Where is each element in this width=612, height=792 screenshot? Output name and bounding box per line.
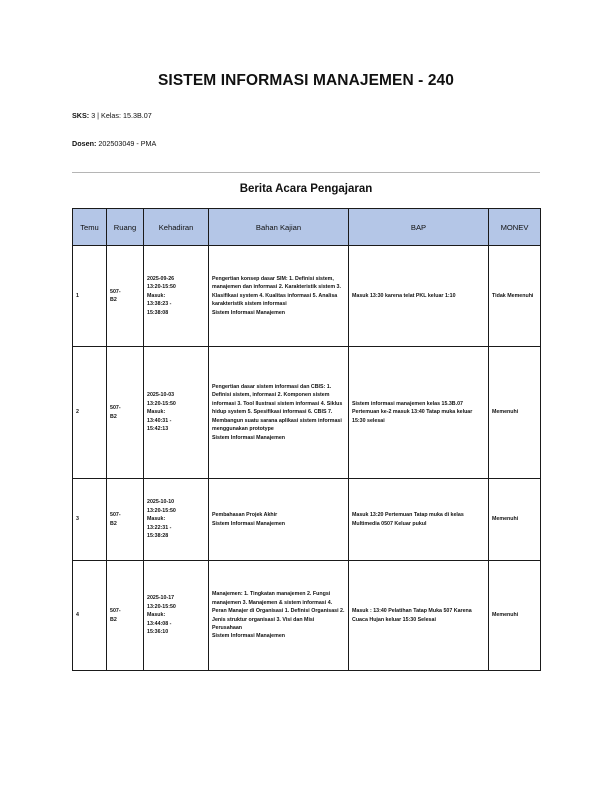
table-row (73, 561, 541, 671)
kehadiran-label: Masuk: (147, 516, 166, 523)
kehadiran-date: 2025-09-26 (147, 275, 175, 282)
kehadiran-date: 2025-10-10 (147, 499, 175, 506)
table-row (73, 347, 541, 479)
cell-monev: Memenuhi (489, 347, 541, 479)
col-header-bahan-kajian: Bahan Kajian (209, 209, 349, 246)
cell-bahan-kajian (209, 347, 349, 479)
kehadiran-label: Masuk: (147, 409, 166, 416)
cell-ruang (107, 561, 144, 671)
cell-kehadiran (144, 246, 209, 347)
col-header-bap: BAP (349, 209, 489, 246)
cell-bahan-kajian (209, 246, 349, 347)
cell-kehadiran (144, 479, 209, 561)
bahan-course: Sistem Informasi Manajemen (212, 309, 286, 316)
kehadiran-in: 13:22:31 - (147, 524, 172, 531)
kehadiran-schedule: 13:20-15:50 (147, 400, 176, 407)
cell-bap: Masuk : 13:40 Pelatihan Tatap Muka 507 Karena Cuaca Hujan keluar 15:30 Selesai (349, 561, 489, 671)
kehadiran-label: Masuk: (147, 292, 166, 299)
bahan-course: Sistem Informasi Manajemen (212, 434, 286, 441)
kehadiran-schedule: 13:20-15:50 (147, 603, 176, 610)
cell-ruang (107, 479, 144, 561)
cell-temu: 3 (73, 479, 107, 561)
col-header-temu: Temu (73, 209, 107, 246)
cell-temu: 2 (73, 347, 107, 479)
ruang-line: B2 (110, 520, 117, 527)
bap-table (72, 208, 541, 671)
ruang-line: 507- (110, 288, 121, 295)
cell-monev: Tidak Memenuhi (489, 246, 541, 347)
ruang-line: B2 (110, 413, 117, 420)
cell-bahan-kajian (209, 561, 349, 671)
col-header-ruang: Ruang (107, 209, 144, 246)
section-title: Berita Acara Pengajaran (239, 183, 373, 195)
cell-kehadiran (144, 347, 209, 479)
dosen-value: 202503049 - PMA (98, 139, 157, 148)
cell-temu: 1 (73, 246, 107, 347)
table-row (73, 246, 541, 347)
col-header-monev: MONEV (489, 209, 541, 246)
bahan-course: Sistem Informasi Manajemen (212, 633, 286, 640)
cell-kehadiran (144, 561, 209, 671)
divider (72, 172, 540, 173)
ruang-line: 507- (110, 608, 121, 615)
kehadiran-schedule: 13:20-15:50 (147, 507, 176, 514)
ruang-line: B2 (110, 616, 117, 623)
kehadiran-in: 13:38:23 - (147, 301, 172, 308)
table-header-row (73, 209, 541, 246)
bahan-text: Pengertian dasar sistem informasi dan CBIS: 1. Definisi sistem, informasi 2. Komponen sistem informasi 3. Tool Ilustrasi sistem informasi 4. Siklus hidup system 5. Spesifikasi informasi 6. CBIS 7. Membangun suatu sarana aplikasi sistem informasi menggunakan prototype (212, 384, 343, 433)
cell-bahan-kajian (209, 479, 349, 561)
bahan-course: Sistem Informasi Manajemen (212, 520, 286, 527)
bahan-text: Pengertian konsep dasar SIM: 1. Definisi sistem, manajemen dan informasi 2. Karakteristik sistem 3. Klasifikasi system 4. Kualitas informasi 5. Analisa karakteristik sistem informasi (212, 275, 341, 308)
cell-monev: Memenuhi (489, 561, 541, 671)
kehadiran-out: 15:42:13 (147, 426, 169, 433)
cell-ruang (107, 347, 144, 479)
col-header-kehadiran: Kehadiran (144, 209, 209, 246)
kehadiran-out: 15:38:28 (147, 533, 169, 540)
cell-temu: 4 (73, 561, 107, 671)
kehadiran-date: 2025-10-03 (147, 392, 175, 399)
page-title: SISTEM INFORMASI MANAJEMEN - 240 (157, 72, 454, 89)
sks-kelas-value: 3 | Kelas: 15.3B.07 (91, 111, 152, 120)
cell-bap: Masuk 13:20 Pertemuan Tatap muka di kelas Multimedia 0507 Keluar pukul (349, 479, 489, 561)
bahan-text: Manajemen: 1. Tingkatan manajemen 2. Fungsi manajemen 3. Manajemen & sistem informasi 4. Peran Manajer di Organisasi 1. Definisi Organisasi 2. Jenis struktur organisasi 3. Visi dan Misi Perusahaan (212, 591, 345, 631)
bahan-text: Pembahasan Projek Akhir (212, 512, 278, 519)
kehadiran-date: 2025-10-17 (147, 595, 175, 602)
cell-bap: Sistem informasi manajemen kelas 15.3B.07 Pertemuan ke-2 masuk 13:40 Tatap muka keluar 15:30 selesai (349, 347, 489, 479)
table-row (73, 479, 541, 561)
ruang-line: B2 (110, 297, 117, 303)
kehadiran-out: 15:36:10 (147, 629, 169, 636)
cell-bap: Masuk 13:30 karena telat PKL keluar 1:10 (349, 246, 489, 347)
sks-kelas-line (72, 111, 152, 120)
kehadiran-in: 13:44:08 - (147, 620, 172, 627)
kehadiran-out: 15:38:08 (147, 309, 169, 316)
dosen-line (72, 139, 156, 148)
kehadiran-schedule: 13:20-15:50 (147, 284, 176, 291)
cell-ruang (107, 246, 144, 347)
cell-monev: Memenuhi (489, 479, 541, 561)
sks-label: SKS: (72, 111, 90, 120)
ruang-line: 507- (110, 405, 121, 412)
kehadiran-label: Masuk: (147, 612, 166, 619)
kehadiran-in: 13:40:31 - (147, 417, 172, 424)
dosen-label: Dosen: (72, 139, 97, 148)
ruang-line: 507- (110, 512, 121, 519)
